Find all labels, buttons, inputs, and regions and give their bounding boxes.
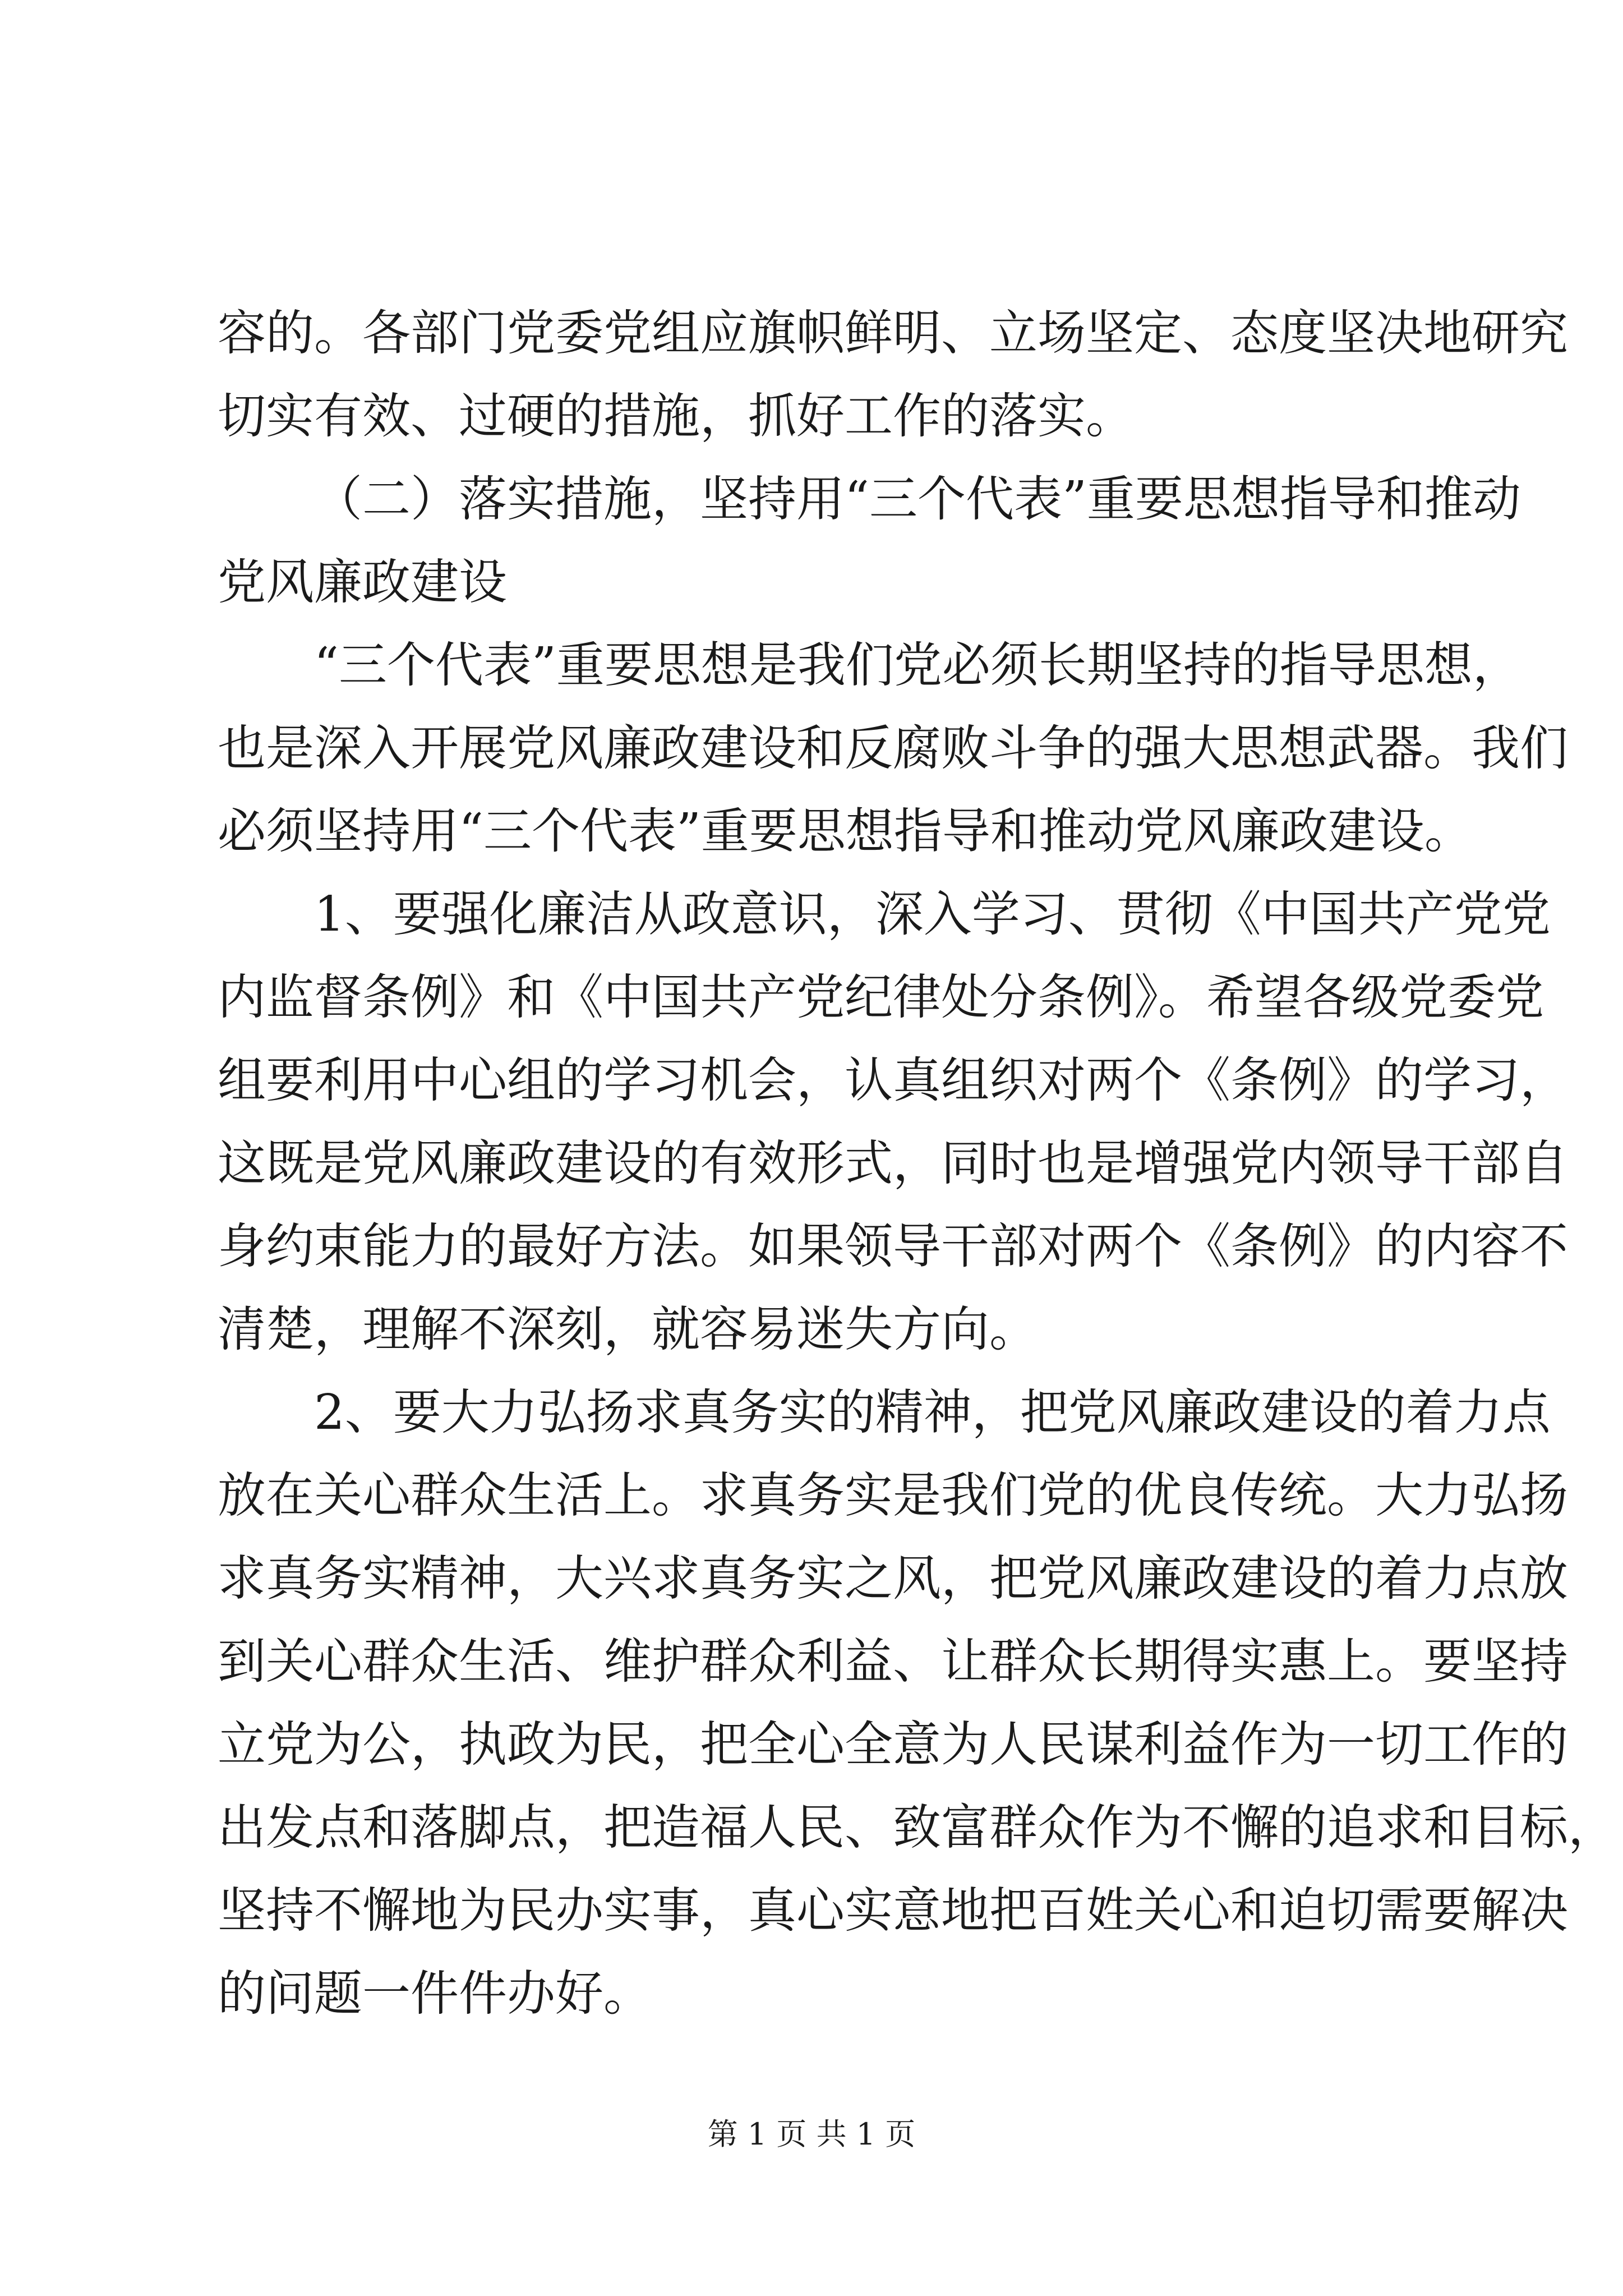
document-body <box>218 292 1616 2035</box>
point-2-line-5: 立党为公，执政为民，把全心全意为人民谋利益作为一切工作的 <box>218 1717 1568 1773</box>
point-1-line-1: 1、要强化廉洁从政意识，深入学习、贯彻《中国共产党党 <box>314 886 1551 942</box>
point-1-line-5: 身约束能力的最好方法。如果领导干部对两个《条例》的内容不 <box>218 1218 1568 1274</box>
point-1-line-6: 清楚，理解不深刻，就容易迷失方向。 <box>218 1301 1038 1358</box>
point-2-line-2: 放在关心群众生活上。求真务实是我们党的优良传统。大力弘扬 <box>218 1467 1568 1524</box>
point-2-line-4: 到关心群众生活、维护群众利益、让群众长期得实惠上。要坚持 <box>218 1634 1568 1690</box>
point-2-line-6: 出发点和落脚点，把造福人民、致富群众作为不懈的追求和目标， <box>218 1800 1616 1856</box>
body-line-5: “三个代表”重要思想是我们党必须长期坚持的指导思想， <box>314 637 1521 693</box>
section-heading-line-1: （二）落实措施，坚持用“三个代表”重要思想指导和推动 <box>314 471 1521 527</box>
point-2-line-1: 2、要大力弘扬求真务实的精神，把党风廉政建设的着力点 <box>314 1384 1551 1441</box>
point-2-line-3: 求真务实精神，大兴求真务实之风，把党风廉政建设的着力点放 <box>218 1550 1568 1607</box>
body-line-1: 容的。各部门党委党组应旗帜鲜明、立场坚定、态度坚决地研究 <box>218 305 1568 361</box>
point-1-line-4: 这既是党风廉政建设的有效形式，同时也是增强党内领导干部自 <box>218 1135 1568 1191</box>
point-1-line-2: 内监督条例》和《中国共产党纪律处分条例》。希望各级党委党 <box>218 969 1544 1025</box>
point-2-line-7: 坚持不懈地为民办实事，真心实意地把百姓关心和迫切需要解决 <box>218 1883 1568 1939</box>
point-1-line-3: 组要利用中心组的学习机会，认真组织对两个《条例》的学习， <box>218 1052 1568 1108</box>
section-heading-line-2: 党风廉政建设 <box>218 554 507 610</box>
page-footer: 第 1 页 共 1 页 <box>707 2116 916 2152</box>
body-line-7: 必须坚持用“三个代表”重要思想指导和推动党风廉政建设。 <box>218 803 1473 859</box>
body-line-6: 也是深入开展党风廉政建设和反腐败斗争的强大思想武器。我们 <box>218 720 1568 776</box>
body-line-2: 切实有效、过硬的措施，抓好工作的落实。 <box>218 388 1134 444</box>
point-2-line-8: 的问题一件件办好。 <box>218 1966 652 2022</box>
